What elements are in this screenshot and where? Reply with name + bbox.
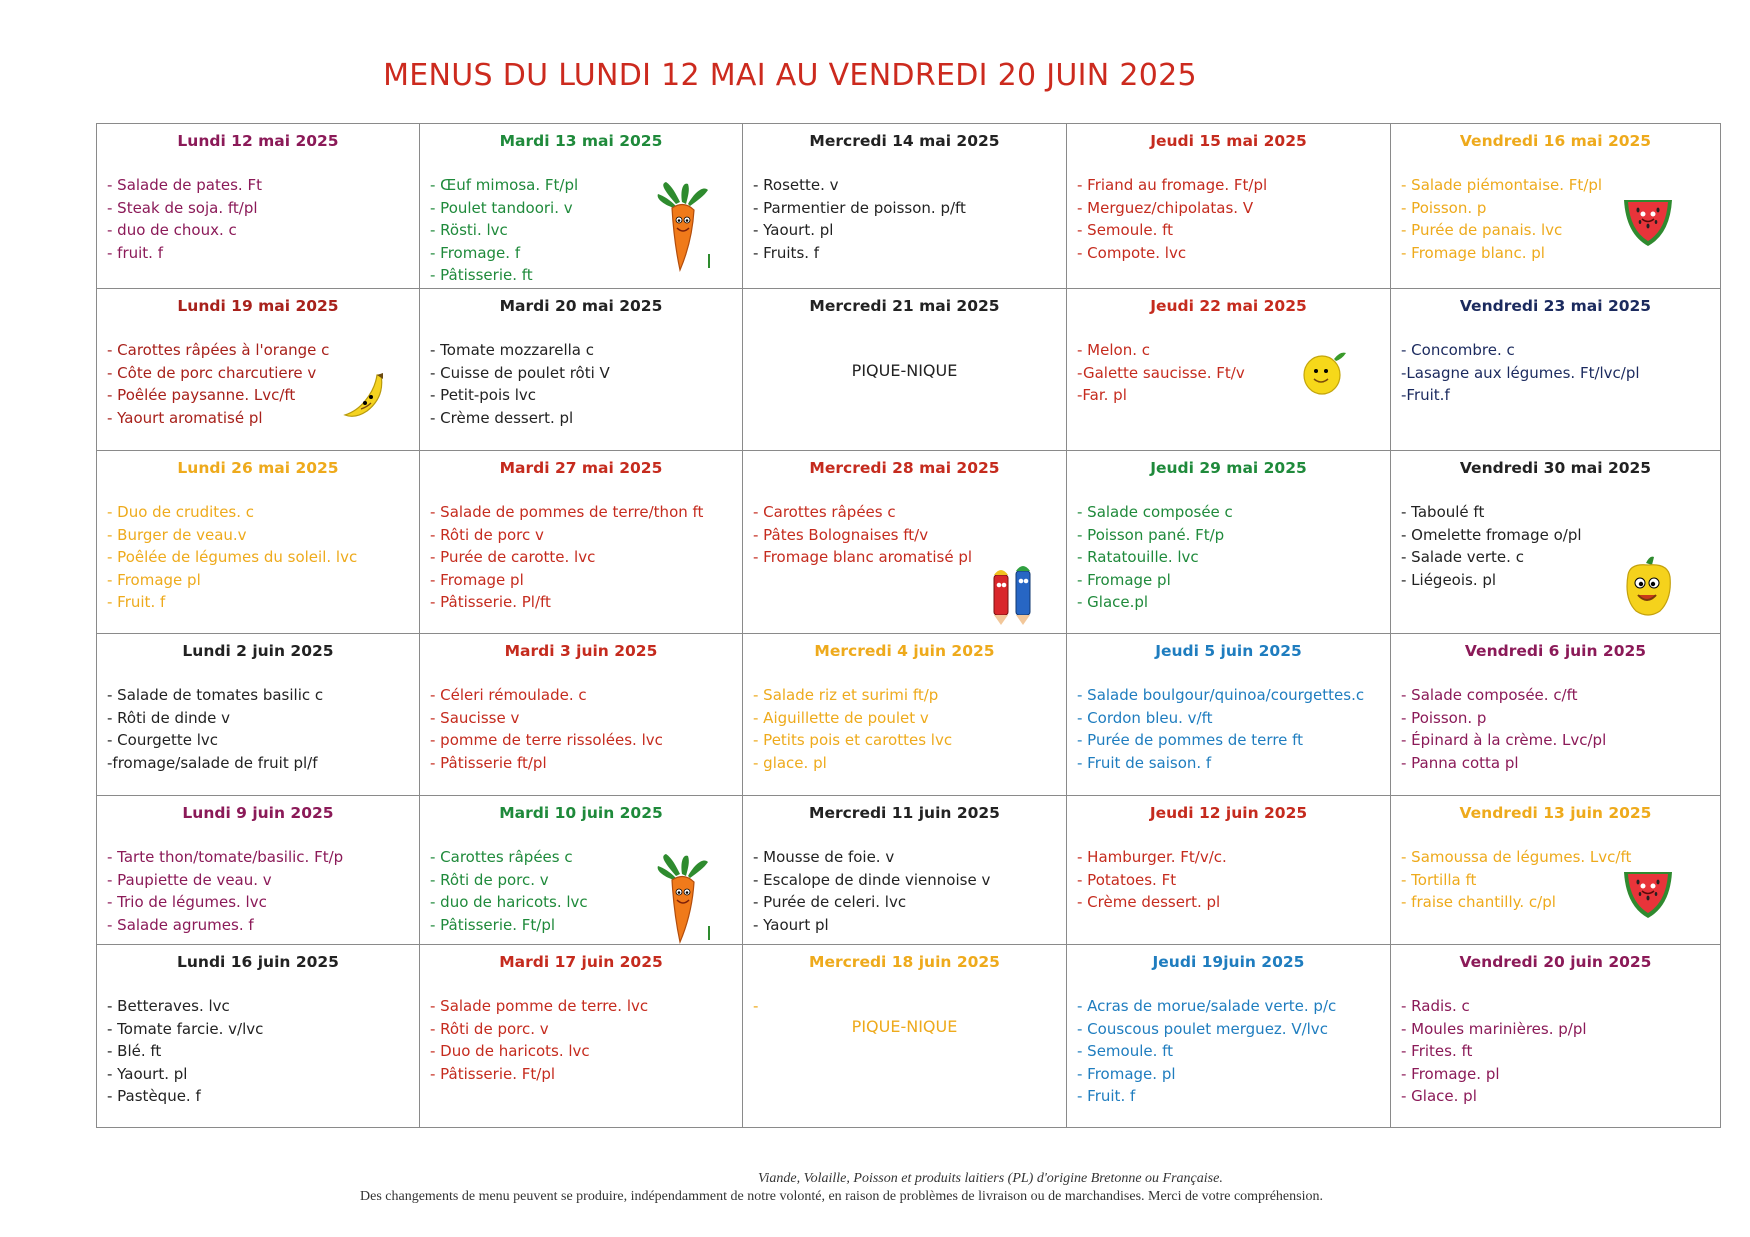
day-heading: Mardi 3 juin 2025 bbox=[504, 642, 658, 660]
menu-item: - Rosette. v bbox=[753, 176, 839, 194]
menu-item: - Poêlée de légumes du soleil. lvc bbox=[107, 548, 358, 566]
menu-item: - Purée de celeri. lvc bbox=[753, 893, 907, 911]
menu-day-cell bbox=[420, 451, 743, 634]
day-heading: Vendredi 13 juin 2025 bbox=[1459, 804, 1652, 822]
menu-items bbox=[430, 339, 732, 429]
menu-item: - Tomate farcie. v/lvc bbox=[107, 1019, 264, 1038]
menu-item: - Salade verte. c bbox=[1401, 548, 1524, 566]
menu-day-cell bbox=[1067, 945, 1391, 1128]
menu-items bbox=[107, 684, 409, 774]
day-heading: Vendredi 20 juin 2025 bbox=[1459, 953, 1652, 971]
menu-item: - Yaourt aromatisé pl bbox=[107, 408, 263, 427]
menu-day-cell bbox=[743, 289, 1067, 451]
menu-day-cell bbox=[743, 451, 1067, 634]
day-heading: Lundi 16 juin 2025 bbox=[177, 953, 339, 971]
menu-item: - Fruit de saison. f bbox=[1077, 753, 1212, 772]
menu-day-cell bbox=[420, 289, 743, 451]
watermelon-icon bbox=[1620, 866, 1676, 926]
day-heading: Vendredi 6 juin 2025 bbox=[1464, 642, 1647, 660]
menu-item: - Carottes râpées c bbox=[753, 503, 896, 521]
menu-item: - Frites. ft bbox=[1401, 1042, 1473, 1060]
picnic-label: PIQUE-NIQUE bbox=[851, 361, 958, 380]
menu-item: - glace. pl bbox=[753, 753, 827, 772]
menu-items bbox=[1077, 501, 1380, 614]
menu-item: - Aiguillette de poulet v bbox=[753, 708, 929, 727]
menu-item: - Glace. pl bbox=[1401, 1087, 1477, 1105]
menu-item: - Duo de haricots. lvc bbox=[430, 1042, 590, 1060]
day-heading: Vendredi 23 mai 2025 bbox=[1459, 297, 1652, 315]
menu-items bbox=[430, 501, 732, 614]
menu-item: - Melon. c bbox=[1077, 341, 1150, 359]
menu-items bbox=[753, 846, 1056, 936]
menu-item: - Fromage. pl bbox=[1401, 1064, 1500, 1083]
menu-items bbox=[107, 846, 409, 936]
menu-items bbox=[1401, 995, 1710, 1108]
menu-day-cell bbox=[1067, 289, 1391, 451]
menu-item: - Carottes râpées à l'orange c bbox=[107, 341, 330, 359]
menu-item: - Salade agrumes. f bbox=[107, 915, 254, 934]
menu-item: - Salade piémontaise. Ft/pl bbox=[1401, 176, 1603, 194]
menu-item: - Salade composée. c/ft bbox=[1401, 686, 1578, 704]
menu-item: - Saucisse v bbox=[430, 708, 520, 727]
menu-item: - Omelette fromage o/pl bbox=[1401, 525, 1582, 544]
menu-day-cell bbox=[97, 796, 420, 945]
menu-item: - Yaourt. pl bbox=[107, 1064, 188, 1083]
menu-item: - Poisson. p bbox=[1401, 708, 1487, 727]
day-heading: Jeudi 12 juin 2025 bbox=[1149, 804, 1308, 822]
menu-item: - Concombre. c bbox=[1401, 341, 1515, 359]
menu-item: - Liégeois. pl bbox=[1401, 570, 1497, 589]
menu-item: - Fruit. f bbox=[107, 593, 166, 611]
menu-item: - Poisson pané. Ft/p bbox=[1077, 525, 1225, 544]
menu-item: -Lasagne aux légumes. Ft/lvc/pl bbox=[1401, 363, 1640, 382]
menu-items bbox=[107, 995, 409, 1108]
menu-item: - Salade de pates. Ft bbox=[107, 176, 262, 194]
menu-item: - Pâtisserie ft/pl bbox=[430, 753, 547, 772]
menu-item: - Escalope de dinde viennoise v bbox=[753, 870, 991, 889]
menu-item: - Salade de pommes de terre/thon ft bbox=[430, 503, 704, 521]
menu-items bbox=[753, 174, 1056, 264]
menu-day-cell bbox=[743, 796, 1067, 945]
menu-item: - Yaourt. pl bbox=[753, 221, 834, 239]
menu-item: - Poulet tandoori. v bbox=[430, 198, 573, 217]
menu-item: - Fromage blanc aromatisé pl bbox=[753, 548, 973, 566]
day-heading: Mardi 27 mai 2025 bbox=[499, 459, 663, 477]
day-heading: Jeudi 22 mai 2025 bbox=[1150, 297, 1307, 315]
menu-item: - Couscous poulet merguez. V/lvc bbox=[1077, 1019, 1328, 1038]
day-heading: Mercredi 18 juin 2025 bbox=[809, 953, 1000, 971]
menu-item: - Tortilla ft bbox=[1401, 870, 1477, 889]
menu-item: - Salade pomme de terre. lvc bbox=[430, 997, 649, 1015]
menu-item: - bbox=[753, 997, 759, 1015]
pencils-icon bbox=[984, 561, 1044, 631]
menu-item: - Salade boulgour/quinoa/courgettes.c bbox=[1077, 686, 1365, 704]
menu-item: - Fruit. f bbox=[1077, 1087, 1136, 1105]
menu-item: - Pastèque. f bbox=[107, 1087, 201, 1105]
menu-item: - Moules marinières. p/pl bbox=[1401, 1019, 1587, 1038]
menu-item: - Œuf mimosa. Ft/pl bbox=[430, 176, 579, 194]
menu-item: - duo de haricots. lvc bbox=[430, 893, 588, 911]
menu-item: - Crème dessert. pl bbox=[430, 408, 574, 427]
menu-items bbox=[1401, 684, 1710, 774]
menu-item: - Friand au fromage. Ft/pl bbox=[1077, 176, 1268, 194]
menu-item: - Fromage pl bbox=[107, 570, 201, 589]
menu-items bbox=[1401, 339, 1710, 407]
day-heading: Mercredi 14 mai 2025 bbox=[809, 132, 1000, 150]
day-heading: Lundi 2 juin 2025 bbox=[182, 642, 334, 660]
menu-items bbox=[1077, 174, 1380, 264]
menu-day-cell bbox=[743, 634, 1067, 796]
menu-items bbox=[430, 684, 732, 774]
menu-item: - Semoule. ft bbox=[1077, 1042, 1174, 1060]
banana-icon bbox=[341, 371, 391, 425]
menu-item: - Pâtisserie. Ft/pl bbox=[430, 915, 556, 934]
menu-day-cell bbox=[97, 451, 420, 634]
day-heading: Mercredi 4 juin 2025 bbox=[814, 642, 995, 660]
menu-item: - Burger de veau.v bbox=[107, 525, 247, 544]
menu-item: - Steak de soja. ft/pl bbox=[107, 198, 258, 217]
menu-item: - Salade riz et surimi ft/p bbox=[753, 686, 939, 704]
menu-item: - Fromage pl bbox=[430, 570, 524, 589]
picnic-label: PIQUE-NIQUE bbox=[851, 1017, 958, 1036]
menu-item: - Acras de morue/salade verte. p/c bbox=[1077, 997, 1337, 1015]
menu-items bbox=[107, 501, 409, 614]
menu-day-cell bbox=[743, 124, 1067, 289]
menu-item: - Salade de tomates basilic c bbox=[107, 686, 324, 704]
menu-day-cell bbox=[97, 124, 420, 289]
menu-item: - Céleri rémoulade. c bbox=[430, 686, 587, 704]
day-heading: Mercredi 28 mai 2025 bbox=[809, 459, 1000, 477]
day-heading: Jeudi 19juin 2025 bbox=[1152, 953, 1305, 971]
menu-day-cell bbox=[743, 945, 1067, 1128]
menu-day-cell bbox=[1391, 796, 1721, 945]
menu-item: - Semoule. ft bbox=[1077, 221, 1174, 239]
day-heading: Mardi 17 juin 2025 bbox=[499, 953, 663, 971]
menu-item: - Parmentier de poisson. p/ft bbox=[753, 198, 966, 217]
menu-item: - Purée de carotte. lvc bbox=[430, 548, 596, 566]
menu-item: - Betteraves. lvc bbox=[107, 997, 230, 1015]
day-heading: Lundi 26 mai 2025 bbox=[177, 459, 339, 477]
menu-item: - Mousse de foie. v bbox=[753, 848, 895, 866]
menu-items bbox=[107, 174, 409, 264]
menu-item: - Rôti de porc v bbox=[430, 525, 544, 544]
menu-item: - Pâtisserie. Ft/pl bbox=[430, 1064, 556, 1083]
day-heading: Lundi 9 juin 2025 bbox=[182, 804, 334, 822]
menu-item: - Blé. ft bbox=[107, 1042, 162, 1060]
menu-item: - Purée de pommes de terre ft bbox=[1077, 731, 1304, 749]
menu-item: - Poêlée paysanne. Lvc/ft bbox=[107, 386, 296, 404]
menu-day-cell bbox=[1391, 634, 1721, 796]
menu-day-cell bbox=[97, 634, 420, 796]
menu-item: - Samoussa de légumes. Lvc/ft bbox=[1401, 848, 1632, 866]
menu-item: - Rösti. lvc bbox=[430, 221, 508, 239]
day-heading: Lundi 19 mai 2025 bbox=[177, 297, 339, 315]
menu-day-cell bbox=[1391, 945, 1721, 1128]
day-heading: Vendredi 16 mai 2025 bbox=[1459, 132, 1652, 150]
menu-items bbox=[1077, 684, 1380, 774]
menu-item: - Côte de porc charcutiere v bbox=[107, 363, 317, 382]
menu-day-cell bbox=[420, 796, 743, 945]
menu-item: - Fromage blanc. pl bbox=[1401, 243, 1545, 262]
menu-item: - Fromage. pl bbox=[1077, 1064, 1176, 1083]
menu-item: - Trio de légumes. lvc bbox=[107, 893, 267, 911]
menu-item: - Cuisse de poulet rôti V bbox=[430, 363, 610, 382]
carrot-icon bbox=[654, 854, 712, 945]
day-heading: Mardi 13 mai 2025 bbox=[499, 132, 663, 150]
menu-item: - Fruits. f bbox=[753, 243, 820, 262]
menu-item: - Panna cotta pl bbox=[1401, 753, 1519, 772]
menu-item: - Pâtes Bolognaises ft/v bbox=[753, 525, 929, 544]
menu-items bbox=[1077, 846, 1380, 914]
menu-item: - Tomate mozzarella c bbox=[430, 341, 594, 359]
menu-item: - Compote. lvc bbox=[1077, 243, 1187, 262]
day-heading: Lundi 12 mai 2025 bbox=[177, 132, 339, 150]
menu-item: - Paupiette de veau. v bbox=[107, 870, 272, 889]
menu-item: - Ratatouille. lvc bbox=[1077, 548, 1199, 566]
menu-item: - Hamburger. Ft/v/c. bbox=[1077, 848, 1227, 866]
menu-item: - Courgette lvc bbox=[107, 731, 219, 749]
menu-item: - Fromage pl bbox=[1077, 570, 1171, 589]
menu-items bbox=[753, 684, 1056, 774]
menu-items bbox=[753, 995, 1056, 1018]
menu-day-cell bbox=[420, 634, 743, 796]
day-heading: Mardi 20 mai 2025 bbox=[499, 297, 663, 315]
menu-item: - fraise chantilly. c/pl bbox=[1401, 893, 1556, 911]
menu-item: -fromage/salade de fruit pl/f bbox=[107, 753, 318, 772]
menu-item: - Rôti de porc. v bbox=[430, 870, 549, 889]
menu-item: - Épinard à la crème. Lvc/pl bbox=[1401, 731, 1607, 749]
day-heading: Mercredi 11 juin 2025 bbox=[809, 804, 1000, 822]
watermelon-icon bbox=[1620, 194, 1676, 254]
menu-item: -Far. pl bbox=[1077, 386, 1127, 404]
day-heading: Jeudi 5 juin 2025 bbox=[1155, 642, 1302, 660]
menu-item: - Salade composée c bbox=[1077, 503, 1233, 521]
lemon-icon bbox=[1300, 347, 1348, 401]
menu-items bbox=[430, 995, 732, 1085]
day-heading: Jeudi 29 mai 2025 bbox=[1150, 459, 1307, 477]
day-heading: Vendredi 30 mai 2025 bbox=[1459, 459, 1652, 477]
menu-items bbox=[1077, 995, 1380, 1108]
menu-item: - Rôti de dinde v bbox=[107, 708, 231, 727]
menu-item: - Taboulé ft bbox=[1401, 503, 1485, 521]
menu-item: - duo de choux. c bbox=[107, 221, 237, 239]
menu-day-cell bbox=[1067, 451, 1391, 634]
menu-item: - Duo de crudites. c bbox=[107, 503, 255, 521]
menu-day-cell bbox=[1067, 124, 1391, 289]
day-heading: Mardi 10 juin 2025 bbox=[499, 804, 663, 822]
pepper-icon bbox=[1620, 553, 1676, 623]
page-title: MENUS DU LUNDI 12 MAI AU VENDREDI 20 JUIN 2025 bbox=[383, 58, 1197, 93]
menu-item: - Petit-pois lvc bbox=[430, 386, 537, 404]
menu-item: - Purée de panais. lvc bbox=[1401, 221, 1563, 239]
carrot-icon bbox=[654, 182, 712, 278]
menu-item: - Carottes râpées c bbox=[430, 848, 573, 866]
menu-day-cell bbox=[1067, 634, 1391, 796]
menu-item: - Poisson. p bbox=[1401, 198, 1487, 217]
menu-day-cell bbox=[420, 124, 743, 289]
menu-day-cell bbox=[97, 289, 420, 451]
menu-item: - Radis. c bbox=[1401, 997, 1470, 1015]
menu-item: -Fruit.f bbox=[1401, 386, 1450, 404]
menu-day-cell bbox=[420, 945, 743, 1128]
menu-item: - Cordon bleu. v/ft bbox=[1077, 708, 1213, 727]
day-heading: Jeudi 15 mai 2025 bbox=[1150, 132, 1307, 150]
menu-item: - pomme de terre rissolées. lvc bbox=[430, 731, 663, 749]
menu-item: - Pâtisserie. Pl/ft bbox=[430, 593, 551, 611]
menu-item: - Pâtisserie. ft bbox=[430, 266, 533, 284]
menu-item: - Rôti de porc. v bbox=[430, 1019, 549, 1038]
menu-day-cell bbox=[97, 945, 420, 1128]
menu-day-cell bbox=[1391, 124, 1721, 289]
menu-item: - Glace.pl bbox=[1077, 593, 1149, 611]
day-heading: Mercredi 21 mai 2025 bbox=[809, 297, 1000, 315]
menu-item: - Yaourt pl bbox=[753, 915, 829, 934]
menu-item: - Crème dessert. pl bbox=[1077, 893, 1221, 911]
menu-item: - Merguez/chipolatas. V bbox=[1077, 198, 1254, 217]
menu-item: - Potatoes. Ft bbox=[1077, 870, 1177, 889]
menu-item: - Tarte thon/tomate/basilic. Ft/p bbox=[107, 848, 344, 866]
footer-disclaimer: Des changements de menu peuvent se produire, indépendamment de notre volonté, en raison de problèmes de livraison ou de marchandises. Merci de votre compréhension. bbox=[360, 1189, 1323, 1204]
menu-day-cell bbox=[1391, 289, 1721, 451]
menu-day-cell bbox=[1067, 796, 1391, 945]
menu-items bbox=[753, 501, 1056, 569]
menu-item: - fruit. f bbox=[107, 243, 164, 262]
menu-item: -Galette saucisse. Ft/v bbox=[1077, 363, 1245, 382]
menu-table bbox=[96, 123, 1721, 1128]
menu-item: - Fromage. f bbox=[430, 243, 521, 262]
menu-item: - Petits pois et carottes lvc bbox=[753, 731, 953, 749]
menu-day-cell bbox=[1391, 451, 1721, 634]
